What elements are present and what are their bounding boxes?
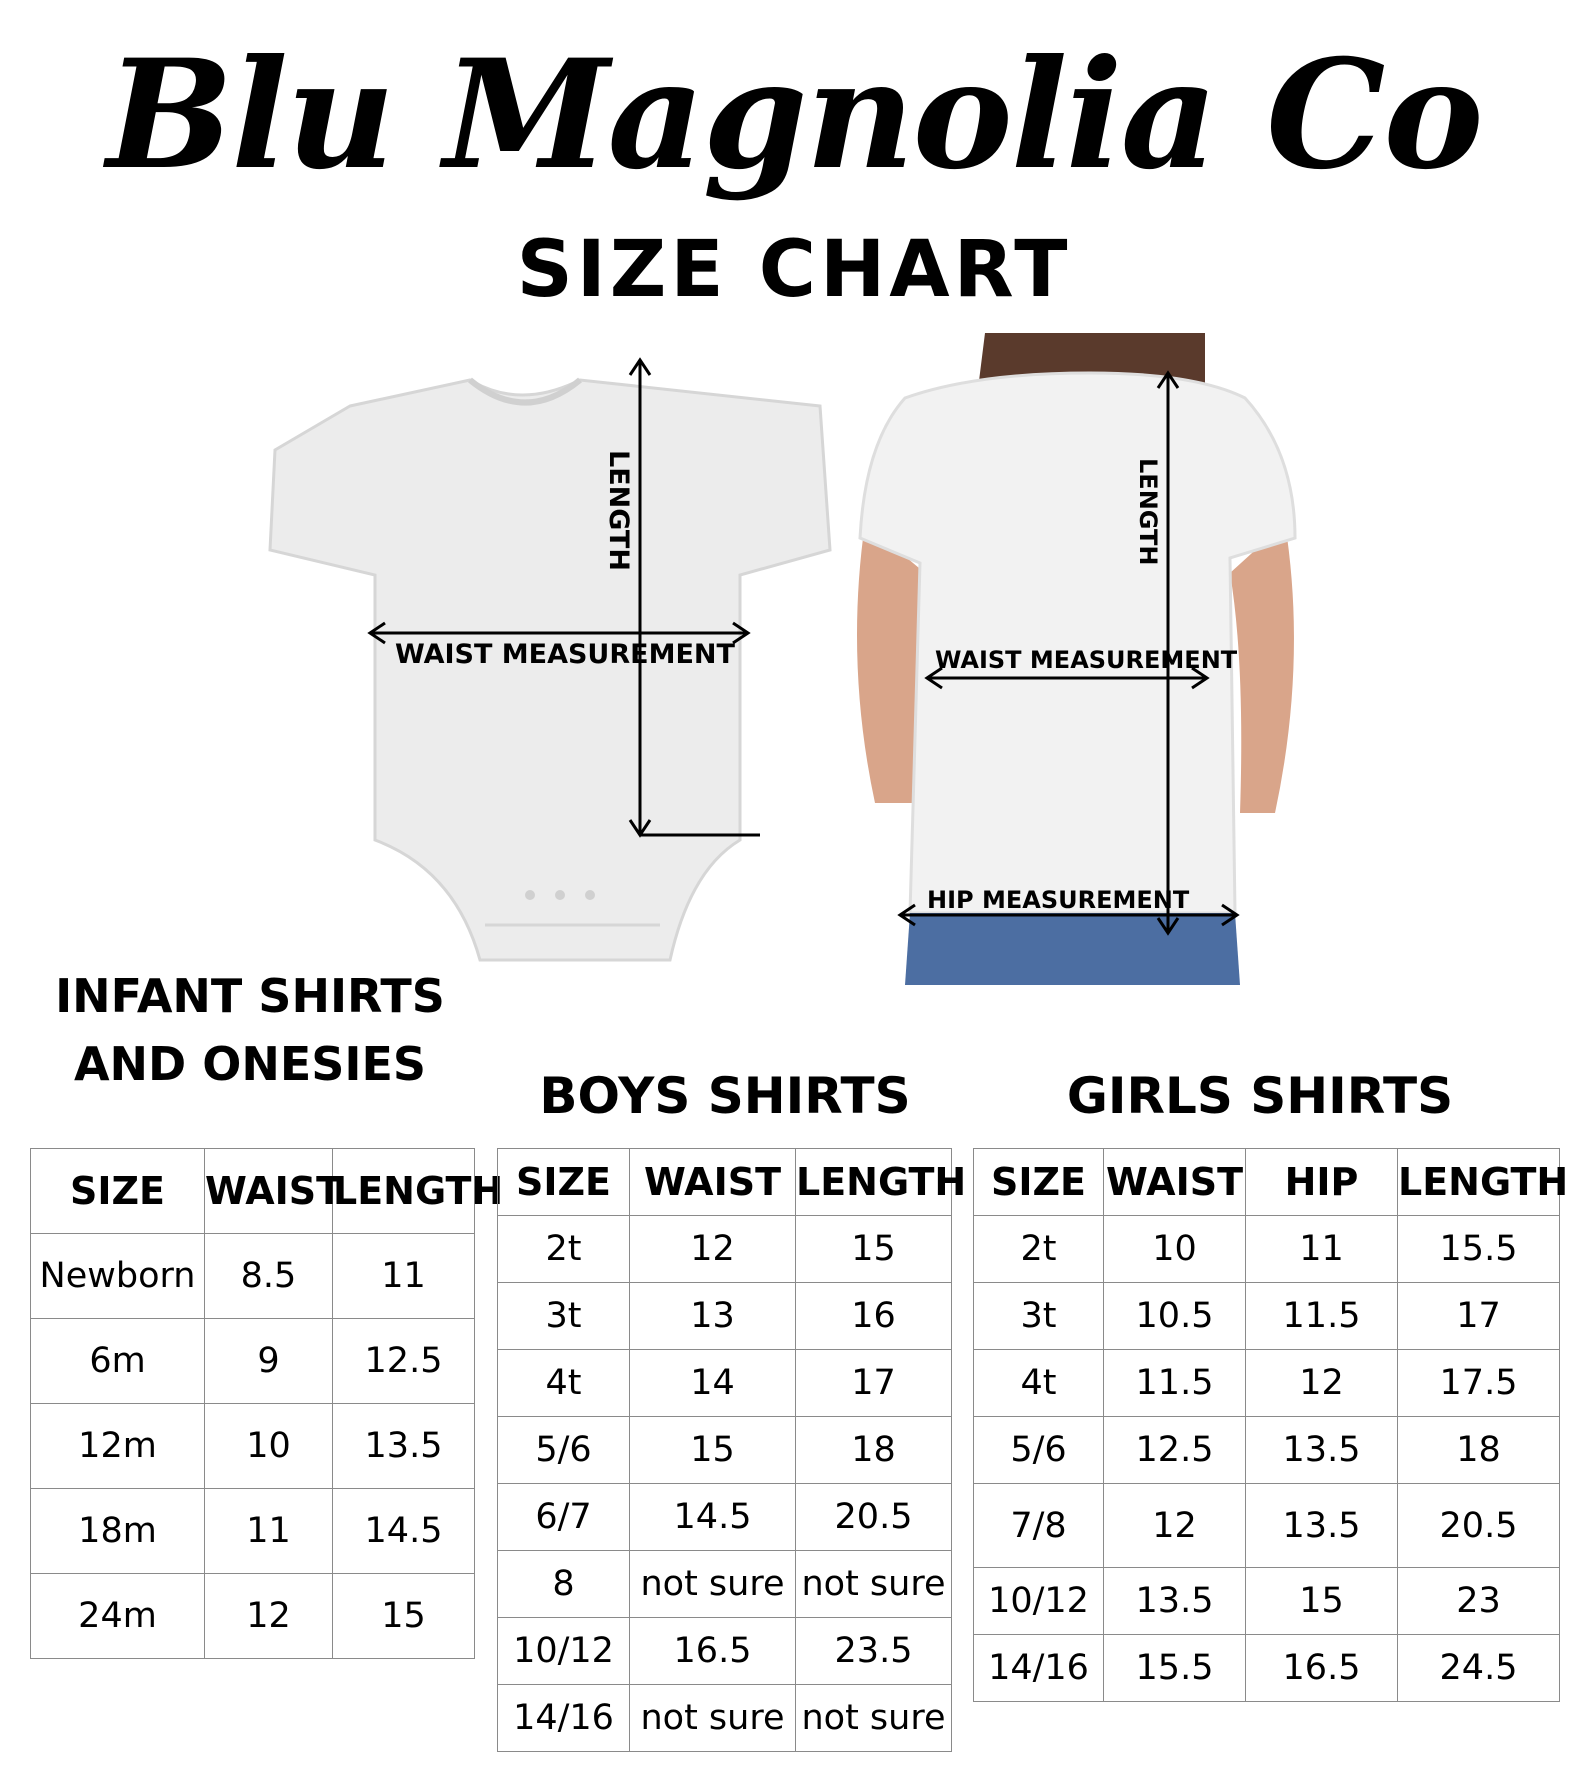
length-cell: 17 — [796, 1350, 952, 1417]
shirt-hip-label: HIP MEASUREMENT — [927, 886, 1190, 914]
infant-header-waist: WAIST — [205, 1149, 333, 1234]
size-cell: 6m — [31, 1319, 205, 1404]
size-cell: 3t — [498, 1283, 630, 1350]
hip-cell: 13.5 — [1246, 1484, 1398, 1568]
waist-cell: 12 — [630, 1216, 796, 1283]
waist-cell: 12.5 — [1104, 1417, 1246, 1484]
waist-cell: 14 — [630, 1350, 796, 1417]
girls-header-size: SIZE — [974, 1149, 1104, 1216]
girls-header-length: LENGTH — [1398, 1149, 1560, 1216]
table-row — [31, 1319, 475, 1404]
waist-cell: 16.5 — [630, 1618, 796, 1685]
waist-cell: 14.5 — [630, 1484, 796, 1551]
table-row — [498, 1283, 952, 1350]
length-cell: 24.5 — [1398, 1635, 1560, 1702]
size-cell: 10/12 — [974, 1568, 1104, 1635]
waist-cell: 10 — [205, 1404, 333, 1489]
waist-cell: 12 — [205, 1574, 333, 1659]
table-row — [31, 1234, 475, 1319]
hip-cell: 16.5 — [1246, 1635, 1398, 1702]
right-arm — [1230, 523, 1294, 813]
waist-cell: 10 — [1104, 1216, 1246, 1283]
length-cell: 15 — [333, 1574, 475, 1659]
hip-cell: 11.5 — [1246, 1283, 1398, 1350]
hip-cell: 15 — [1246, 1568, 1398, 1635]
onesie-length-label: LENGTH — [603, 450, 634, 571]
waist-cell: 15 — [630, 1417, 796, 1484]
boys-size-table — [497, 1148, 967, 1752]
size-cell: 7/8 — [974, 1484, 1104, 1568]
shirt-body — [860, 373, 1295, 913]
length-cell: 18 — [1398, 1417, 1560, 1484]
infant-heading-line2: AND ONESIES — [73, 1036, 427, 1091]
shirt-length-label: LENGTH — [1134, 458, 1162, 566]
length-cell: 17.5 — [1398, 1350, 1560, 1417]
table-row — [498, 1216, 952, 1283]
length-cell: 13.5 — [333, 1404, 475, 1489]
table-row — [498, 1551, 952, 1618]
size-cell: 2t — [974, 1216, 1104, 1283]
table-row — [974, 1216, 1560, 1283]
waist-cell: 9 — [205, 1319, 333, 1404]
size-cell: 14/16 — [974, 1635, 1104, 1702]
size-cell: 4t — [974, 1350, 1104, 1417]
onesie-illustration — [270, 350, 850, 990]
girls-header-waist: WAIST — [1104, 1149, 1246, 1216]
length-cell: 15.5 — [1398, 1216, 1560, 1283]
table-row — [974, 1568, 1560, 1635]
table-row — [31, 1574, 475, 1659]
size-cell: 10/12 — [498, 1618, 630, 1685]
girls-size-table — [973, 1148, 1569, 1702]
length-cell: not sure — [796, 1685, 952, 1752]
length-cell: 20.5 — [1398, 1484, 1560, 1568]
length-cell: 17 — [1398, 1283, 1560, 1350]
size-cell: 14/16 — [498, 1685, 630, 1752]
waist-cell: not sure — [630, 1551, 796, 1618]
shirt-waist-label: WAIST MEASUREMENT — [935, 646, 1238, 674]
length-cell: 23 — [1398, 1568, 1560, 1635]
size-cell: 3t — [974, 1283, 1104, 1350]
size-cell: Newborn — [31, 1234, 205, 1319]
size-chart-title: SIZE CHART — [516, 225, 1072, 315]
table-row — [498, 1417, 952, 1484]
hip-cell: 11 — [1246, 1216, 1398, 1283]
table-row — [974, 1417, 1560, 1484]
boys-header-size: SIZE — [498, 1149, 630, 1216]
infant-size-table — [30, 1148, 504, 1659]
table-row — [498, 1685, 952, 1752]
waist-cell: 12 — [1104, 1484, 1246, 1568]
size-cell: 4t — [498, 1350, 630, 1417]
boys-header-length: LENGTH — [796, 1149, 952, 1216]
shirt-model-illustration — [845, 333, 1307, 985]
length-cell: 16 — [796, 1283, 952, 1350]
length-cell: 12.5 — [333, 1319, 475, 1404]
size-cell: 2t — [498, 1216, 630, 1283]
onesie-body — [270, 380, 830, 960]
table-row — [31, 1404, 475, 1489]
waist-cell: 11 — [205, 1489, 333, 1574]
hip-cell: 12 — [1246, 1350, 1398, 1417]
jeans — [905, 913, 1240, 985]
waist-cell: 13 — [630, 1283, 796, 1350]
size-cell: 18m — [31, 1489, 205, 1574]
size-cell: 8 — [498, 1551, 630, 1618]
table-row — [31, 1489, 475, 1574]
infant-heading — [40, 968, 460, 1093]
table-row — [498, 1618, 952, 1685]
onesie-waist-label: WAIST MEASUREMENT — [395, 639, 735, 670]
length-cell: not sure — [796, 1551, 952, 1618]
waist-cell: 10.5 — [1104, 1283, 1246, 1350]
table-row — [974, 1484, 1560, 1568]
hip-cell: 13.5 — [1246, 1417, 1398, 1484]
girls-heading: GIRLS SHIRTS — [1066, 1067, 1454, 1125]
waist-cell: 13.5 — [1104, 1568, 1246, 1635]
table-row — [974, 1350, 1560, 1417]
table-row — [974, 1635, 1560, 1702]
onesie-diagram — [270, 350, 850, 990]
length-cell: 20.5 — [796, 1484, 952, 1551]
size-cell: 5/6 — [498, 1417, 630, 1484]
size-cell: 24m — [31, 1574, 205, 1659]
infant-heading-line1: INFANT SHIRTS — [55, 969, 445, 1023]
table-row — [498, 1350, 952, 1417]
size-cell: 12m — [31, 1404, 205, 1489]
infant-header-length: LENGTH — [333, 1149, 475, 1234]
brand-title: Blu Magnolia Co — [106, 27, 1482, 203]
boys-heading: BOYS SHIRTS — [539, 1067, 911, 1125]
table-row — [974, 1283, 1560, 1350]
girls-header-hip: HIP — [1246, 1149, 1398, 1216]
length-cell: 15 — [796, 1216, 952, 1283]
size-cell: 5/6 — [974, 1417, 1104, 1484]
waist-cell: 8.5 — [205, 1234, 333, 1319]
length-cell: 14.5 — [333, 1489, 475, 1574]
infant-header-size: SIZE — [31, 1149, 205, 1234]
boys-header-waist: WAIST — [630, 1149, 796, 1216]
table-row — [498, 1484, 952, 1551]
shirt-model-diagram — [845, 333, 1307, 985]
waist-cell: 11.5 — [1104, 1350, 1246, 1417]
length-cell: 18 — [796, 1417, 952, 1484]
length-cell: 11 — [333, 1234, 475, 1319]
length-cell: 23.5 — [796, 1618, 952, 1685]
waist-cell: 15.5 — [1104, 1635, 1246, 1702]
size-cell: 6/7 — [498, 1484, 630, 1551]
waist-cell: not sure — [630, 1685, 796, 1752]
